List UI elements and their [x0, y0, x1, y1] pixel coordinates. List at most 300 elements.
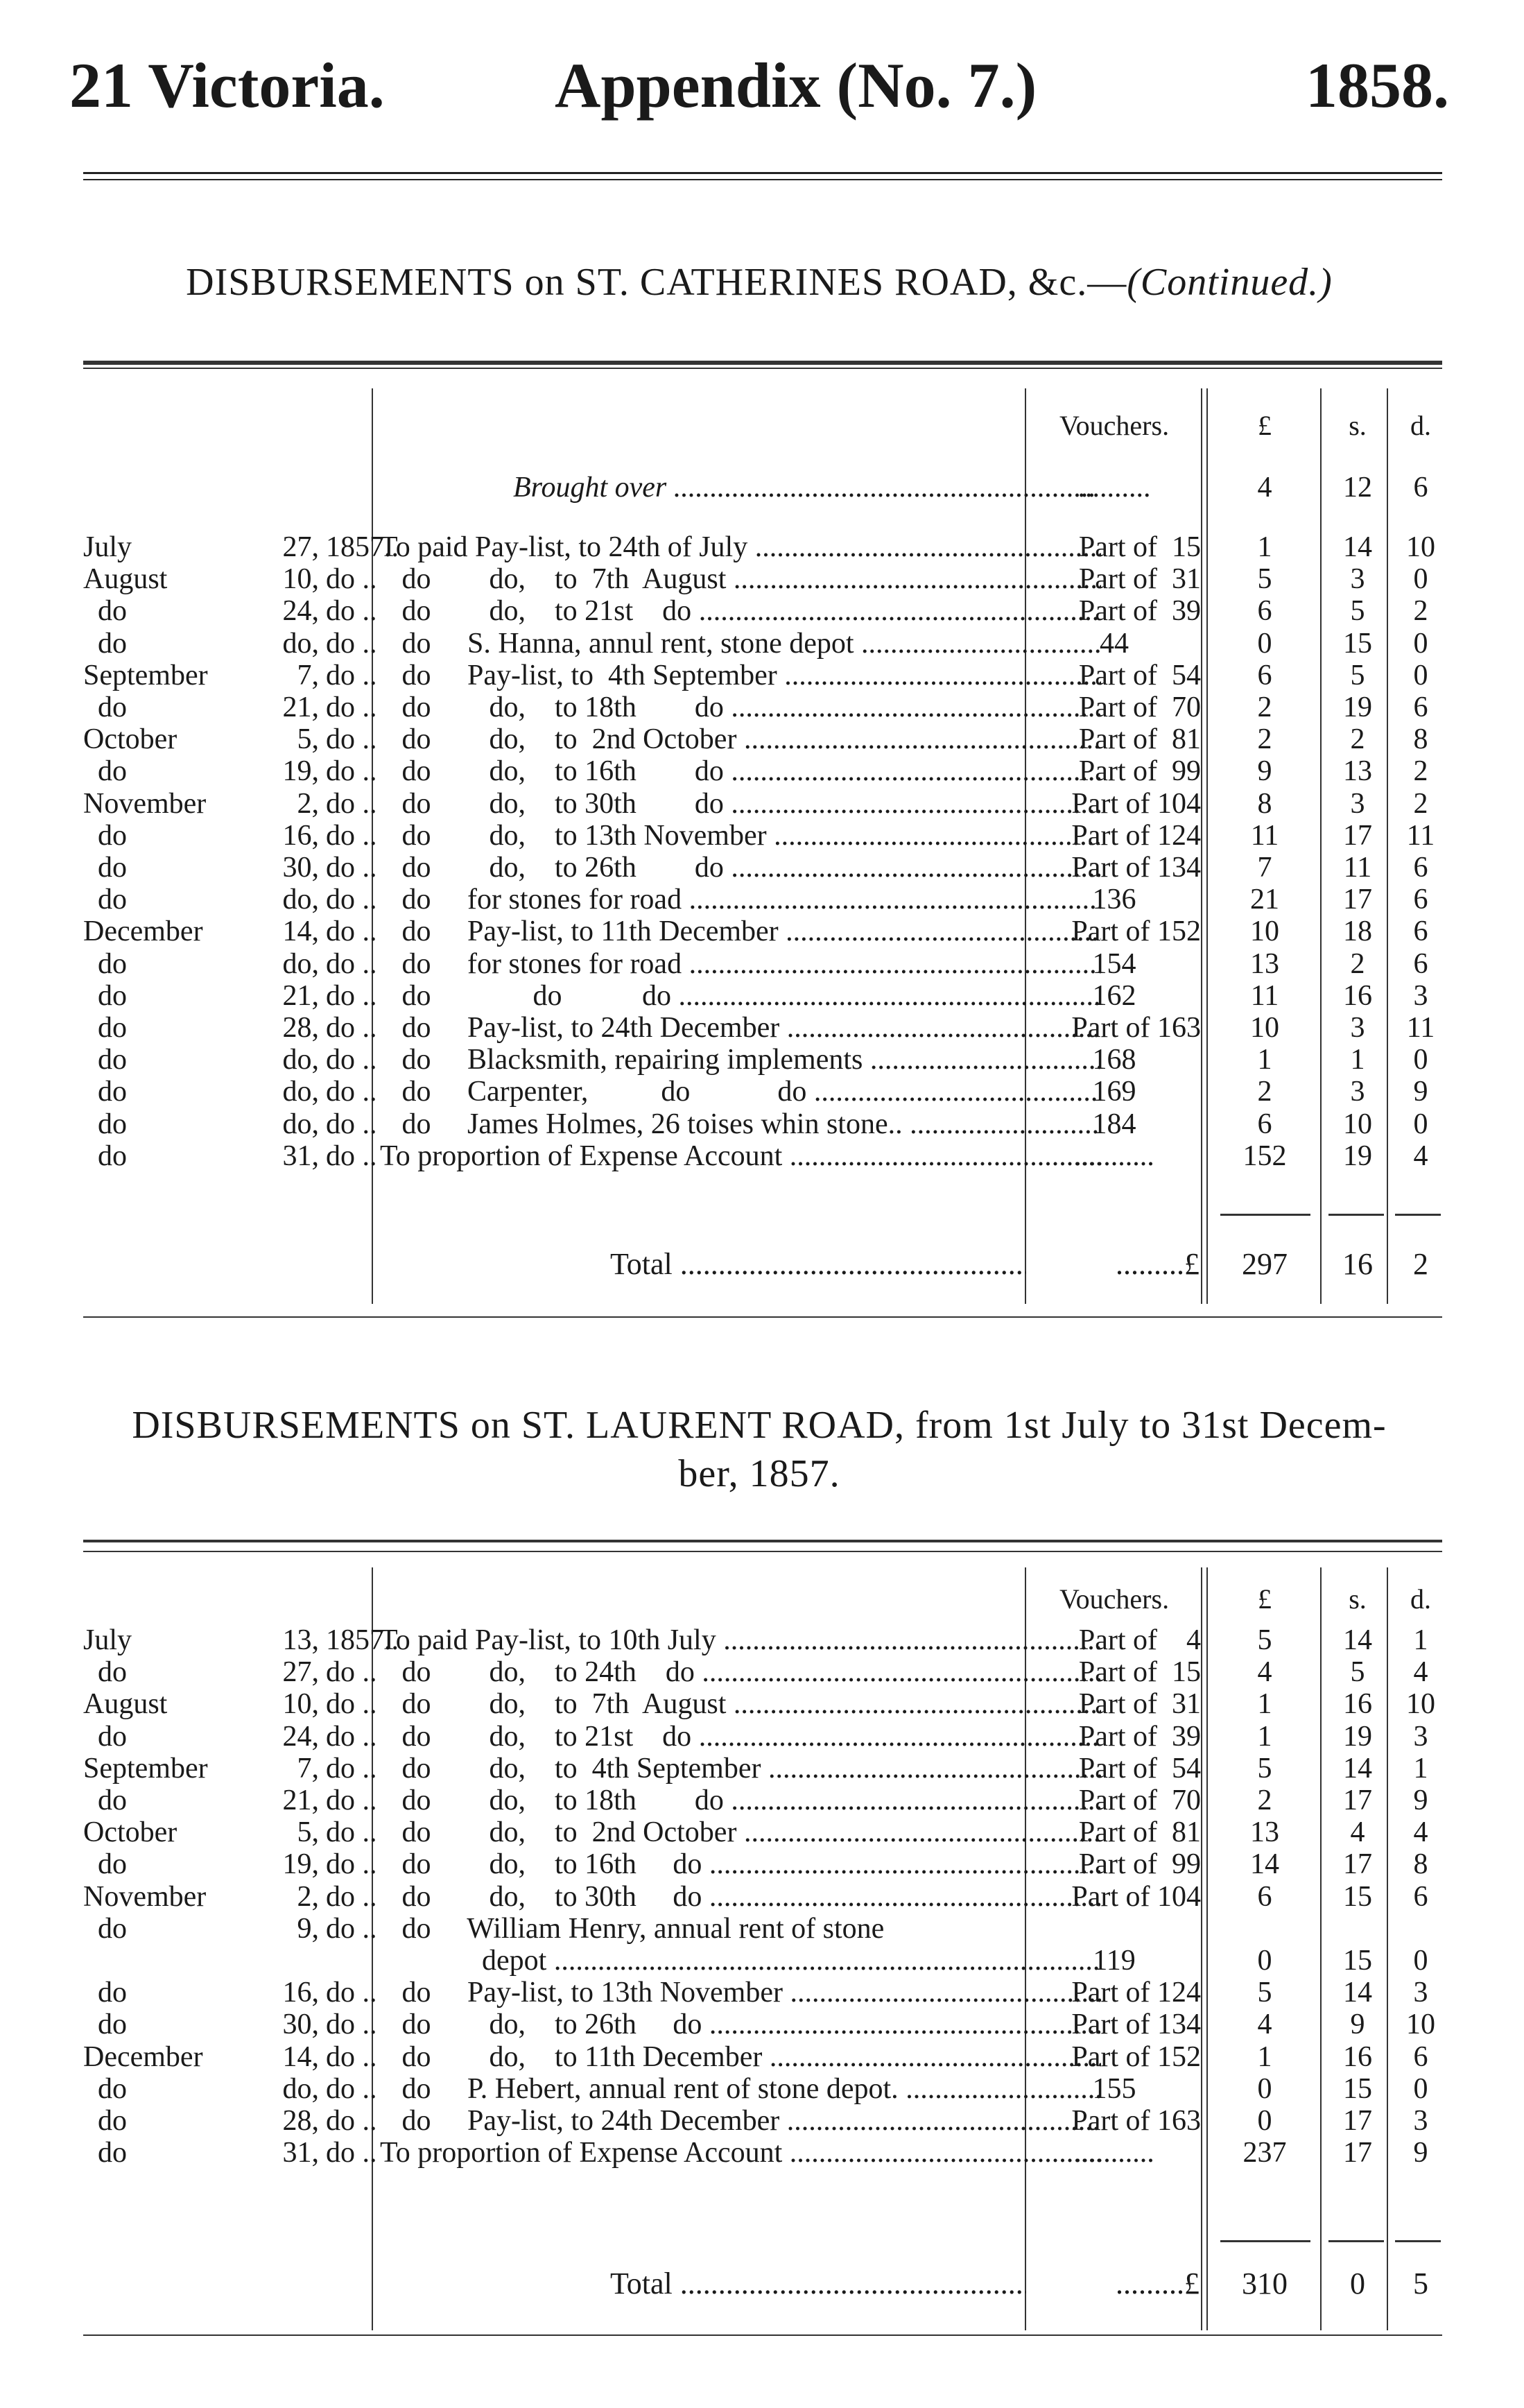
entry-shillings: 17 — [1343, 2137, 1372, 2169]
entry-day: 21, — [282, 1785, 319, 1816]
entry-vouchers: Part of 124 — [1071, 1977, 1201, 2009]
entry-year: do .. — [326, 2072, 377, 2105]
entry-description: do do, to 2nd October ..... — [380, 723, 1101, 755]
entry-month: October — [83, 723, 177, 756]
entry-shillings: 17 — [1343, 1785, 1372, 1816]
entry-month: do — [83, 947, 127, 980]
entry-day: do, — [282, 1044, 319, 1076]
table-top-rule — [83, 1540, 1442, 1542]
entry-day: 19, — [282, 1848, 319, 1881]
entry-pence: 6 — [1413, 852, 1428, 884]
entry-month: do — [83, 627, 127, 660]
section1-title-continued: (Continued.) — [1127, 261, 1333, 304]
entry-description: do Pay-list, to 24th December ..... — [380, 2105, 1101, 2137]
entry-day: 30, — [282, 852, 319, 884]
entry-vouchers: Part of 15 — [1078, 531, 1201, 563]
entry-day: 31, — [282, 2137, 319, 2169]
entry-year: do .. — [326, 884, 377, 916]
entry-pence: 6 — [1413, 947, 1428, 980]
sum-rule-pence — [1395, 2240, 1441, 2242]
entry-shillings: 5 — [1350, 595, 1365, 628]
entry-pence: 2 — [1413, 755, 1428, 788]
entry-description: do Pay-list, to 13th November ..... — [380, 1977, 1101, 2009]
entry-description: do do, to 30th do ..... — [380, 788, 1101, 820]
entry-pounds: 0 — [1257, 2072, 1272, 2105]
entry-description: To proportion of Expense Account ..... — [380, 1140, 1101, 1172]
entry-month: do — [83, 2105, 127, 2137]
entry-pounds: 8 — [1257, 787, 1272, 820]
entry-pence: 8 — [1413, 723, 1428, 756]
entry-year: do .. — [326, 1880, 377, 1913]
entry-day: 5, — [297, 1816, 319, 1849]
entry-year: do .. — [326, 915, 377, 948]
entry-pence: 1 — [1413, 1752, 1428, 1785]
entry-pounds: 0 — [1257, 627, 1272, 660]
entry-vouchers: Part of 163 — [1071, 1012, 1201, 1044]
col-header-shillings: s. — [1349, 1583, 1367, 1615]
entry-day: 19, — [282, 755, 319, 788]
section2-title-line1: DISBURSEMENTS on ST. LAURENT ROAD, from 1st July to 31st Decem- — [132, 1404, 1387, 1447]
ledger-row — [83, 980, 1442, 1012]
total-label: Total ..... — [610, 1248, 1026, 1280]
entry-month: November — [83, 787, 207, 820]
entry-month: do — [83, 819, 127, 852]
entry-shillings: 19 — [1343, 1140, 1372, 1172]
entry-pounds: 2 — [1257, 723, 1272, 756]
table-bottom-rule — [83, 2334, 1442, 2336]
sum-rule-pence — [1395, 1214, 1441, 1216]
entry-month: do — [83, 1108, 127, 1140]
entry-vouchers: 168 — [1092, 1044, 1136, 1076]
entry-year: do .. — [326, 1656, 377, 1689]
entry-month: August — [83, 1688, 168, 1721]
section1-title-main: DISBURSEMENTS on ST. CATHERINES ROAD, &c.— — [186, 261, 1127, 304]
entry-month: do — [83, 691, 127, 723]
entry-description: do do, to 7th August ..... — [380, 563, 1101, 595]
entry-pence: 0 — [1413, 1044, 1428, 1076]
section1-title — [69, 258, 1449, 307]
entry-day: 13, — [282, 1624, 319, 1656]
entry-year: do .. — [326, 1720, 377, 1753]
entry-shillings: 14 — [1343, 1977, 1372, 2009]
entry-shillings: 3 — [1350, 787, 1365, 820]
entry-shillings: 19 — [1343, 1720, 1372, 1753]
entry-pence: 3 — [1413, 2105, 1428, 2137]
entry-day: 16, — [282, 819, 319, 852]
entry-pence: 0 — [1413, 1108, 1428, 1140]
entry-day: 28, — [282, 1012, 319, 1044]
entry-month: do — [83, 884, 127, 916]
entry-pounds: 2 — [1257, 691, 1272, 723]
entry-pounds: 2 — [1257, 1076, 1272, 1108]
total-pence: 2 — [1413, 1247, 1428, 1281]
col-header-vouchers: Vouchers. — [1059, 1583, 1170, 1615]
ledger-row — [83, 1881, 1442, 1913]
entry-day: do, — [282, 947, 319, 980]
ledger-row — [83, 531, 1442, 563]
entry-vouchers: Part of 70 — [1078, 1785, 1201, 1816]
ledger-row — [83, 1945, 1442, 1977]
ledger-row — [83, 852, 1442, 884]
ledger-row — [83, 2073, 1442, 2105]
entry-shillings: 17 — [1343, 2105, 1372, 2137]
entry-month: do — [83, 1656, 127, 1689]
entry-month: August — [83, 563, 168, 596]
entry-vouchers: Part of 99 — [1078, 1848, 1201, 1881]
entry-shillings: 2 — [1350, 947, 1365, 980]
entry-year: do .. — [326, 1816, 377, 1849]
entry-year: do .. — [326, 1140, 377, 1172]
entry-month: September — [83, 1752, 208, 1785]
section2-title-line2: ber, 1857. — [678, 1452, 840, 1495]
ledger-row — [83, 2105, 1442, 2137]
entry-vouchers: Part of 134 — [1071, 2009, 1201, 2041]
table-top-rule-thin — [83, 1551, 1442, 1552]
entry-day: do, — [282, 627, 319, 660]
entry-description: do do, to 18th do ..... — [380, 691, 1101, 723]
entry-pounds: 14 — [1250, 1848, 1279, 1881]
entry-year: do .. — [326, 979, 377, 1012]
entry-pounds: 11 — [1250, 819, 1279, 852]
entry-pence: 9 — [1413, 1785, 1428, 1816]
entry-pence: 3 — [1413, 979, 1428, 1012]
entry-description: do do, to 26th do ..... — [380, 2009, 1101, 2040]
entry-pounds: 13 — [1250, 1816, 1279, 1849]
entry-shillings: 5 — [1350, 659, 1365, 691]
entry-description: do do, to 16th do ..... — [380, 755, 1101, 787]
entry-month: November — [83, 1880, 207, 1913]
entry-year: do .. — [326, 787, 377, 820]
entry-description: do do, to 18th do ..... — [380, 1785, 1101, 1816]
header-session: 21 Victoria. — [69, 50, 385, 121]
entry-pounds: 6 — [1257, 595, 1272, 628]
total-pounds: 297 — [1242, 1247, 1288, 1281]
entry-month: do — [83, 1785, 127, 1816]
entry-month: September — [83, 659, 208, 691]
entry-description: do Carpenter, do do ..... — [380, 1076, 1101, 1108]
entry-description: do do, to 7th August ..... — [380, 1688, 1101, 1720]
entry-vouchers: Part of 163 — [1071, 2105, 1201, 2137]
entry-description: do do, to 21st do ..... — [380, 1721, 1101, 1753]
entry-pence: 0 — [1413, 627, 1428, 660]
col-header-shillings: s. — [1349, 410, 1367, 441]
entry-description: do for stones for road ..... — [380, 884, 1101, 915]
ledger-row — [83, 1624, 1442, 1656]
entry-year: do .. — [326, 1752, 377, 1785]
entry-pounds: 237 — [1242, 2137, 1287, 2169]
entry-shillings: 14 — [1343, 1752, 1372, 1785]
entry-pence: 8 — [1413, 1848, 1428, 1881]
ledger-row — [83, 563, 1442, 595]
entry-pounds: 1 — [1257, 1688, 1272, 1721]
entry-year: do .. — [326, 1912, 377, 1945]
entry-description: do S. Hanna, annul rent, stone depot ..... — [380, 628, 1101, 660]
entry-pence: 10 — [1406, 2009, 1435, 2041]
entry-year: do .. — [326, 947, 377, 980]
entry-vouchers: 119 — [1093, 1945, 1136, 1977]
entry-vouchers: Part of 81 — [1078, 723, 1201, 756]
brought-over-pounds: 4 — [1257, 472, 1272, 504]
col-header-pounds: £ — [1258, 1583, 1272, 1615]
entry-shillings: 3 — [1350, 1076, 1365, 1108]
entry-month: do — [83, 979, 127, 1012]
entry-pence: 9 — [1413, 1076, 1428, 1108]
entry-month: do — [83, 1012, 127, 1044]
entry-year: do .. — [326, 2137, 377, 2169]
entry-shillings: 9 — [1350, 2009, 1365, 2041]
total-pounds: 310 — [1242, 2267, 1288, 2300]
entry-year: do .. — [326, 852, 377, 884]
brought-over-label: Brought over ..... — [513, 472, 1096, 504]
entry-pence: 4 — [1413, 1816, 1428, 1849]
entry-description: do Pay-list, to 24th December ..... — [380, 1012, 1101, 1044]
entry-vouchers: ........... — [1074, 1140, 1154, 1172]
entry-vouchers: Part of 134 — [1071, 852, 1201, 884]
brought-over-vouchers: .......... — [1077, 472, 1151, 504]
catherines-ledger-table — [83, 361, 1442, 1318]
entry-month: do — [83, 595, 127, 628]
entry-description: do P. Hebert, annual rent of stone depot. ..... — [380, 2073, 1101, 2105]
entry-day: 2, — [297, 787, 319, 820]
col-header-pounds: £ — [1258, 410, 1272, 441]
entry-year: 1857.. — [326, 1624, 399, 1656]
laurent-ledger-table — [83, 1540, 1442, 2344]
entry-day: 5, — [297, 723, 319, 756]
entry-month: do — [83, 1912, 127, 1945]
entry-vouchers: Part of 99 — [1078, 755, 1201, 788]
entry-pounds: 1 — [1257, 1044, 1272, 1076]
entry-day: 27, — [282, 531, 319, 563]
total-label: Total ..... — [610, 2268, 1026, 2300]
entry-description: depot ..... — [380, 1945, 1101, 1977]
entry-description: do do, to 16th do ..... — [380, 1848, 1101, 1880]
sum-rule-pounds — [1220, 1214, 1310, 1216]
entry-month: do — [83, 1977, 127, 2009]
table-top-rule — [83, 361, 1442, 365]
brought-over-pence: 6 — [1413, 472, 1428, 504]
entry-vouchers: Part of 4 — [1078, 1624, 1201, 1656]
entry-pounds: 2 — [1257, 1785, 1272, 1816]
ledger-row — [83, 1721, 1442, 1753]
ledger-row — [83, 2137, 1442, 2169]
ledger-row — [83, 1140, 1442, 1172]
entry-pounds: 13 — [1250, 947, 1279, 980]
entry-pounds: 0 — [1257, 1945, 1272, 1977]
entry-pence: 3 — [1413, 1977, 1428, 2009]
entry-pence: 11 — [1406, 1012, 1435, 1044]
entry-shillings: 17 — [1343, 1848, 1372, 1881]
ledger-row — [83, 2009, 1442, 2040]
entry-month: December — [83, 2040, 203, 2073]
entry-month: July — [83, 1624, 132, 1656]
entry-day: 2, — [297, 1880, 319, 1913]
entry-year: do .. — [326, 563, 377, 596]
entry-pence: 3 — [1413, 1720, 1428, 1753]
sum-rule-pounds — [1220, 2240, 1310, 2242]
entry-shillings: 5 — [1350, 1656, 1365, 1689]
entry-vouchers: 154 — [1092, 947, 1136, 980]
entry-month: do — [83, 1044, 127, 1076]
ledger-row — [83, 1785, 1442, 1816]
entry-vouchers: Part of 31 — [1078, 563, 1201, 596]
entry-day: 30, — [282, 2009, 319, 2041]
entry-pounds: 9 — [1257, 755, 1272, 788]
entry-month: do — [83, 852, 127, 884]
brought-over-shillings: 12 — [1343, 472, 1372, 504]
entry-vouchers: Part of 54 — [1078, 1752, 1201, 1785]
entry-pence: 6 — [1413, 884, 1428, 916]
entry-pounds: 1 — [1257, 531, 1272, 563]
entry-description: do do, to 11th December ..... — [380, 2041, 1101, 2073]
entry-description: To proportion of Expense Account ..... — [380, 2137, 1101, 2169]
entry-day: do, — [282, 884, 319, 916]
ledger-row — [83, 2041, 1442, 2073]
entry-day: 7, — [297, 1752, 319, 1785]
ledger-row — [83, 595, 1442, 627]
ledger-row — [83, 820, 1442, 852]
ledger-row — [83, 691, 1442, 723]
entry-day: 27, — [282, 1656, 319, 1689]
entry-description: do do do ..... — [380, 980, 1101, 1012]
table-top-rule-thin — [83, 368, 1442, 369]
laurent-total-row — [83, 2268, 1442, 2300]
entry-vouchers: 162 — [1092, 979, 1136, 1012]
total-shillings: 16 — [1342, 1247, 1373, 1281]
entry-year: do .. — [326, 627, 377, 660]
entry-description: do Pay-list, to 4th September ..... — [380, 660, 1101, 691]
entry-pounds: 11 — [1250, 979, 1279, 1012]
running-header — [69, 49, 1449, 139]
entry-description: do do, to 21st do ..... — [380, 595, 1101, 627]
entry-shillings: 15 — [1343, 1880, 1372, 1913]
ledger-row — [83, 1012, 1442, 1044]
entry-year: do .. — [326, 1012, 377, 1044]
entry-day: 31, — [282, 1140, 319, 1172]
entry-pence: 10 — [1406, 531, 1435, 563]
entry-month: do — [83, 755, 127, 788]
sum-rule-shillings — [1328, 1214, 1384, 1216]
entry-shillings: 3 — [1350, 563, 1365, 596]
entry-pence: 4 — [1413, 1140, 1428, 1172]
entry-shillings: 2 — [1350, 723, 1365, 756]
table-bottom-rule — [83, 1316, 1442, 1318]
entry-year: do .. — [326, 595, 377, 628]
ledger-row — [83, 628, 1442, 660]
entry-day: 21, — [282, 691, 319, 723]
entry-year: do .. — [326, 755, 377, 788]
entry-vouchers: Part of 54 — [1078, 659, 1201, 691]
entry-day: 24, — [282, 595, 319, 628]
entry-day: 7, — [297, 659, 319, 691]
entry-pounds: 152 — [1242, 1140, 1287, 1172]
entry-month: do — [83, 2072, 127, 2105]
ledger-row — [83, 948, 1442, 980]
entry-day: do, — [282, 2072, 319, 2105]
entry-month: July — [83, 531, 132, 563]
ledger-row — [83, 1753, 1442, 1785]
entry-shillings: 16 — [1343, 1688, 1372, 1721]
entry-day: do, — [282, 1076, 319, 1108]
total-vouchers: .........£ — [1116, 1248, 1200, 1280]
entry-vouchers: 136 — [1092, 884, 1136, 916]
entry-month: do — [83, 1848, 127, 1881]
entry-vouchers: Part of 152 — [1071, 915, 1201, 948]
total-pence: 5 — [1413, 2267, 1428, 2300]
entry-year: do .. — [326, 691, 377, 723]
ledger-row — [83, 884, 1442, 915]
entry-vouchers: 184 — [1092, 1108, 1136, 1140]
section2-title — [69, 1401, 1449, 1498]
entry-shillings: 10 — [1343, 1108, 1372, 1140]
entry-description: do Pay-list, to 11th December ..... — [380, 915, 1101, 947]
entry-shillings: 11 — [1343, 852, 1372, 884]
entry-day: 21, — [282, 979, 319, 1012]
entry-day: 24, — [282, 1720, 319, 1753]
entry-vouchers: ........... — [1074, 2137, 1154, 2169]
entry-year: do .. — [326, 1108, 377, 1140]
entry-year: do .. — [326, 1044, 377, 1076]
entry-shillings: 16 — [1343, 979, 1372, 1012]
entry-vouchers: Part of 124 — [1071, 819, 1201, 852]
entry-shillings: 4 — [1350, 1816, 1365, 1849]
entry-pounds: 7 — [1257, 852, 1272, 884]
entry-pounds: 0 — [1257, 2105, 1272, 2137]
ledger-row — [83, 1977, 1442, 2009]
entry-description: do James Holmes, 26 toises whin stone.. ..... — [380, 1108, 1101, 1140]
entry-pence: 6 — [1413, 691, 1428, 723]
entry-pence: 4 — [1413, 1656, 1428, 1689]
entry-shillings: 18 — [1343, 915, 1372, 948]
entry-pence: 1 — [1413, 1624, 1428, 1656]
sum-rule-shillings — [1328, 2240, 1384, 2242]
brought-over-row — [83, 472, 1442, 504]
entry-year: do .. — [326, 1688, 377, 1721]
entry-day: 14, — [282, 2040, 319, 2073]
entry-vouchers: 169 — [1092, 1076, 1136, 1108]
entry-pence: 0 — [1413, 1945, 1428, 1977]
entry-shillings: 14 — [1343, 531, 1372, 563]
entry-pence: 2 — [1413, 787, 1428, 820]
entry-shillings: 16 — [1343, 2040, 1372, 2073]
header-rule-top — [83, 172, 1442, 174]
entry-description: do do, to 26th do ..... — [380, 852, 1101, 884]
entry-description: do Blacksmith, repairing implements ..... — [380, 1044, 1101, 1076]
entry-shillings: 17 — [1343, 884, 1372, 916]
entry-year: do .. — [326, 2040, 377, 2073]
entry-description: To paid Pay-list, to 24th of July ..... — [380, 531, 1101, 563]
entry-vouchers: Part of 15 — [1078, 1656, 1201, 1689]
ledger-row — [83, 788, 1442, 820]
header-rule-bottom — [83, 179, 1442, 180]
total-vouchers: .........£ — [1116, 2268, 1200, 2300]
entry-pounds: 4 — [1257, 1656, 1272, 1689]
col-header-pence: d. — [1410, 1583, 1431, 1615]
entry-vouchers: Part of 152 — [1071, 2040, 1201, 2073]
entry-year: do .. — [326, 659, 377, 691]
header-year: 1858. — [1306, 50, 1449, 121]
ledger-row — [83, 660, 1442, 691]
ledger-row — [83, 1816, 1442, 1848]
entry-description: do William Henry, annual rent of stone — [380, 1912, 885, 1945]
entry-day: do, — [282, 1108, 319, 1140]
entry-day: 14, — [282, 915, 319, 948]
entry-description: To paid Pay-list, to 10th July ..... — [380, 1624, 1101, 1656]
entry-pounds: 6 — [1257, 1108, 1272, 1140]
entry-day: 10, — [282, 563, 319, 596]
ledger-row — [83, 915, 1442, 947]
entry-pence: 0 — [1413, 563, 1428, 596]
entry-description: do do, to 30th do ..... — [380, 1881, 1101, 1913]
